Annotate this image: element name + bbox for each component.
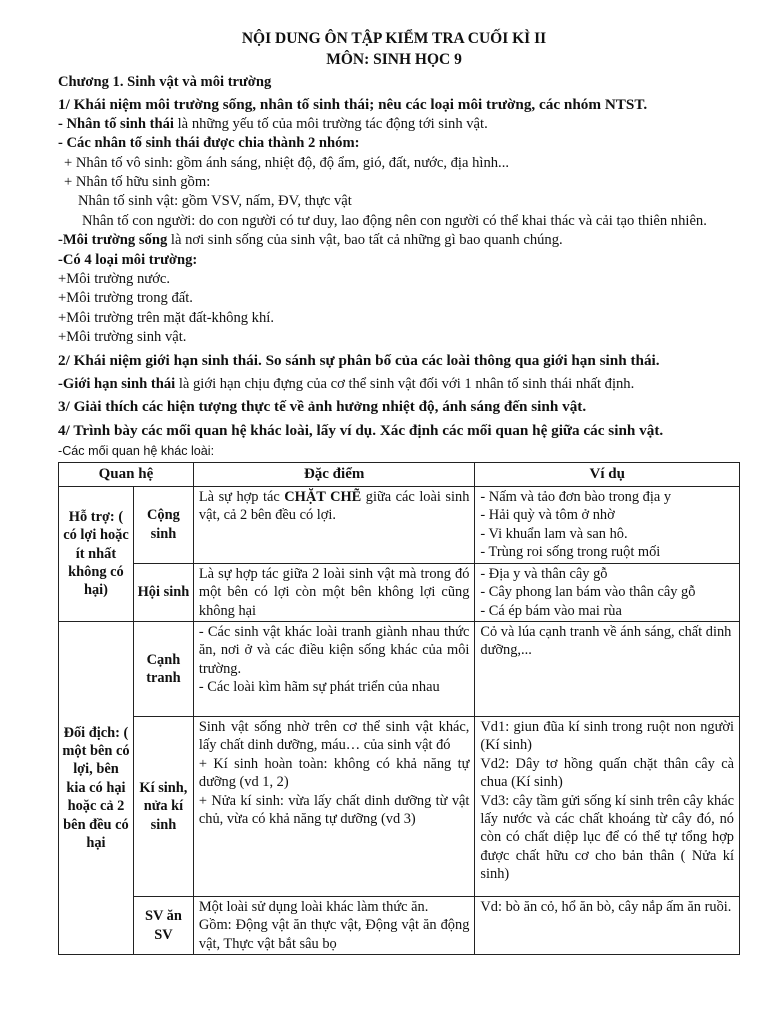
list-item: - Hải quỳ và tôm ở nhờ xyxy=(480,507,615,524)
feature-parasitism xyxy=(193,716,475,896)
term-eco-limit: -Giới hạn sinh thái xyxy=(58,376,176,393)
feature-emphasis: CHẶT CHẼ xyxy=(284,488,362,505)
list-item: Sinh vật sống nhờ trên cơ thể sinh vật khác, lấy chất dinh dưỡng, máu… của sinh vật đó xyxy=(198,718,470,754)
feature-commensalism: Là sự hợp tác giữa 2 loài sinh vật mà trong đó một bên có lợi còn một bên không lợi cũng không hại xyxy=(193,563,475,621)
rel-parasitism: Kí sinh, nửa kí sinh xyxy=(133,716,193,896)
def-eco-limit: là giới hạn chịu đựng của cơ thể sinh vật đối với 1 nhân tố sinh thái nhất định. xyxy=(175,376,635,393)
list-item: - Nấm và tảo đơn bào trong địa y xyxy=(480,488,672,505)
line-env-types: -Có 4 loại môi trường: xyxy=(58,251,198,268)
def-living-env: là nơi sinh sống của sinh vật, bao tất cả những gì bao quanh chúng. xyxy=(167,232,563,249)
line-abiotic: + Nhân tố vô sinh: gồm ánh sáng, nhiệt độ, độ ẩm, gió, đất, nước, địa hình... xyxy=(64,154,509,171)
rel-predation: SV ăn SV xyxy=(133,896,193,954)
env-water: +Môi trường nước. xyxy=(58,271,171,288)
table-row xyxy=(59,563,740,621)
group-antagonism: Đối địch: ( một bên có lợi, bên kia có hại hoặc cả 2 bên đều có hại xyxy=(59,621,134,954)
doc-subtitle: MÔN: SINH HỌC 9 xyxy=(326,51,462,68)
example-parasitism xyxy=(475,716,740,896)
table-row xyxy=(59,716,740,896)
line-eco-limit xyxy=(58,375,730,394)
example-symbiosis xyxy=(475,486,740,563)
list-item: + Nửa kí sinh: vừa lấy chất dinh dưỡng từ vật chủ, vừa có khả năng tự dưỡng (vd 3) xyxy=(198,792,470,827)
line-ecological-factor xyxy=(58,115,730,134)
header-feature: Đặc điểm xyxy=(193,463,475,486)
feature-text: giữa các loài sinh vật, cả 2 bên đều có lợi. xyxy=(198,488,470,524)
group-support: Hỗ trợ: ( có lợi hoặc ít nhất không có hại) xyxy=(59,486,134,621)
line-factor-groups: - Các nhân tố sinh thái được chia thành 2 nhóm: xyxy=(58,135,360,152)
line-human-factor: Nhân tố con người: do con người có tư duy, lao động nên con người có thể khai thác và cải tạo thiên nhiên. xyxy=(82,212,707,229)
feature-symbiosis xyxy=(193,486,475,563)
header-relation: Quan hệ xyxy=(59,463,194,486)
list-item: Vd2: Dây tơ hồng quấn chặt thân cây cà chua (Kí sinh) xyxy=(480,755,734,791)
rel-competition: Cạnh tranh xyxy=(133,621,193,716)
question-1: 1/ Khái niệm môi trường sống, nhân tố sinh thái; nêu các loại môi trường, các nhóm NTST. xyxy=(58,96,648,114)
list-item: - Cây phong lan bám vào thân cây gỗ xyxy=(480,584,696,601)
question-4: 4/ Trình bày các mối quan hệ khác loài, lấy ví dụ. Xác định các mối quan hệ giữa các sinh vật. xyxy=(58,421,664,439)
example-competition: Cỏ và lúa cạnh tranh về ánh sáng, chất dinh dưỡng,... xyxy=(475,621,740,716)
list-item: - Vi khuẩn lam và san hô. xyxy=(480,525,628,542)
line-biotic: + Nhân tố hữu sinh gồm: xyxy=(64,174,211,191)
list-item: Gồm: Động vật ăn thực vật, Động vật ăn động vật, Thực vật bắt sâu bọ xyxy=(198,917,470,952)
example-commensalism xyxy=(475,563,740,621)
env-land-air: +Môi trường trên mặt đất-không khí. xyxy=(58,309,274,326)
env-soil: +Môi trường trong đất. xyxy=(58,290,193,307)
list-item: Vd3: cây tầm gửi sống kí sinh trên cây khác lấy nước và các chất khoáng từ cây đó, nó còn có chất diệp lục để có thể tự tổng hợp được chất hữu cơ cho bản thân ( Nửa kí sinh) xyxy=(480,792,734,883)
line-living-env xyxy=(58,231,730,250)
list-item: + Kí sinh hoàn toàn: không có khả năng tự dưỡng (vd 1, 2) xyxy=(198,755,470,791)
env-organism: +Môi trường sinh vật. xyxy=(58,329,187,346)
table-header-row xyxy=(59,463,740,486)
list-item: - Cá ép bám vào mai rùa xyxy=(480,602,622,619)
def-ecological-factor: là những yếu tố của môi trường tác động tới sinh vật. xyxy=(173,115,488,132)
list-item: Một loài sử dụng loài khác làm thức ăn. xyxy=(198,898,429,915)
line-relations-intro: -Các mối quan hệ khác loài: xyxy=(58,444,215,459)
question-2: 2/ Khái niệm giới hạn sinh thái. So sánh sự phân bố của các loài thông qua giới hạn sinh thái. xyxy=(58,351,660,369)
list-item: - Các sinh vật khác loài tranh giành nhau thức ăn, nơi ở và các điều kiện sống khác của môi trường. xyxy=(198,623,470,677)
term-living-env: -Môi trường sống xyxy=(58,232,168,249)
feature-text: Là sự hợp tác xyxy=(198,488,285,505)
list-item: Vd1: giun đũa kí sinh trong ruột non người (Kí sinh) xyxy=(480,718,734,754)
question-3: 3/ Giải thích các hiện tượng thực tế về ảnh hưởng nhiệt độ, ánh sáng đến sinh vật. xyxy=(58,397,587,415)
term-ecological-factor: - Nhân tố sinh thái xyxy=(58,115,174,132)
list-item: - Các loài kìm hãm sự phát triển của nhau xyxy=(198,679,440,696)
table-row xyxy=(59,621,740,716)
example-predation: Vd: bò ăn cỏ, hổ ăn bò, cây nắp ấm ăn ruồi. xyxy=(475,896,740,954)
rel-symbiosis: Cộng sinh xyxy=(133,486,193,563)
rel-commensalism: Hội sinh xyxy=(133,563,193,621)
relations-table xyxy=(58,462,740,955)
feature-competition xyxy=(193,621,475,716)
feature-predation xyxy=(193,896,475,954)
table-row xyxy=(59,896,740,954)
list-item: - Địa y và thân cây gỗ xyxy=(480,565,608,582)
doc-title: NỘI DUNG ÔN TẬP KIỂM TRA CUỐI KÌ II xyxy=(241,30,547,47)
chapter-heading: Chương 1. Sinh vật và môi trường xyxy=(58,74,272,90)
header-example: Ví dụ xyxy=(475,463,740,486)
table-row xyxy=(59,486,740,563)
list-item: - Trùng roi sống trong ruột mối xyxy=(480,543,661,560)
line-organism-factor: Nhân tố sinh vật: gồm VSV, nấm, ĐV, thực vật xyxy=(78,193,352,210)
